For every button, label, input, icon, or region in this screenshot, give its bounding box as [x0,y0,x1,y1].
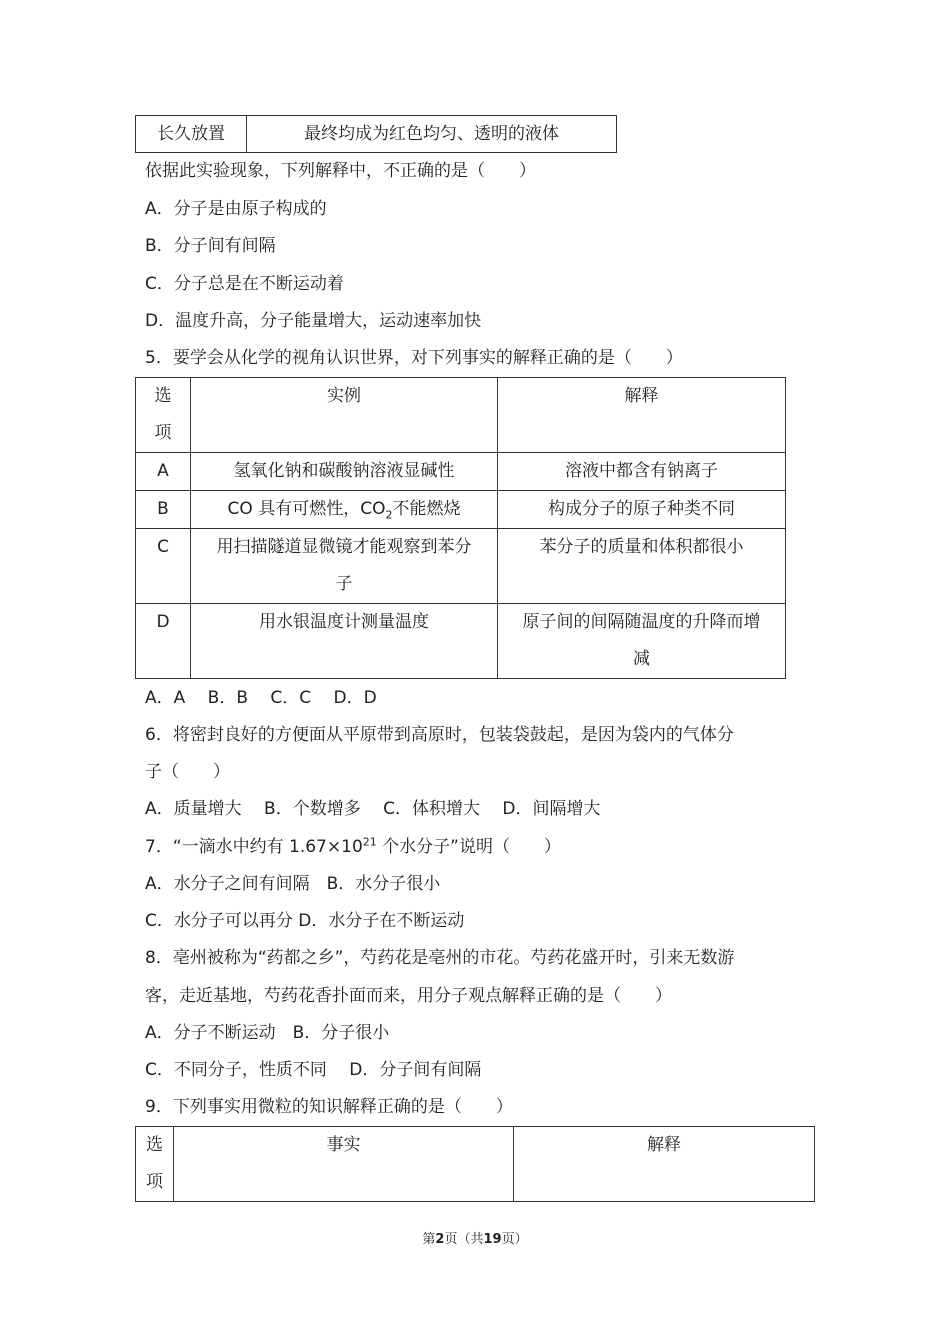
header-text: 选 [146,1135,163,1155]
row-option: D [136,604,191,679]
row-example [191,529,498,604]
exponent: 21 [362,835,377,849]
q8-stem-line1: 8．亳州被称为“药都之乡”，芍药花是亳州的市花。芍药花盛开时，引来无数游 [145,948,735,968]
table-row [136,529,786,604]
q4-option-d: D．温度升高，分子能量增大，运动速率加快 [145,311,482,331]
header-text: 项 [154,423,172,443]
row-explain [498,604,786,679]
row-option: C [136,529,191,604]
header-text: 选 [154,386,172,406]
header-example: 实例 [191,378,498,453]
q4-option-b: B．分子间有间隔 [145,236,276,256]
table-cell: 长久放置 [136,116,247,153]
page-footer [0,1228,950,1247]
row-option: A [136,453,191,491]
header-explain: 解释 [498,378,786,453]
row-option: B [136,491,191,529]
row-example: 用水银温度计测量温度 [191,604,498,679]
example-text: 子 [335,574,353,594]
q4-option-a: A．分子是由原子构成的 [145,199,327,219]
q7-options-cd: C．水分子可以再分 D．水分子在不断运动 [145,911,465,931]
table-header-row [136,378,786,453]
table-row [136,491,786,529]
q6-stem-line2: 子（ ） [145,762,230,782]
q6-options: A．质量增大 B．个数增多 C．体积增大 D．间隔增大 [145,799,601,819]
q5-options: A．A B．B C．C D．D [145,688,377,708]
row-explain: 溶液中都含有钠离子 [498,453,786,491]
q7-text: 7．“一滴水中约有 1.67×10 [145,837,363,857]
table-row [136,116,617,153]
q6-stem-line1: 6．将密封良好的方便面从平原带到高原时，包装袋鼓起，是因为袋内的气体分 [145,725,734,745]
q7-options-ab: A．水分子之间有间隔 B．水分子很小 [145,874,441,894]
example-text: 不能燃烧 [392,499,461,519]
example-text: 用扫描隧道显微镜才能观察到苯分 [216,537,472,557]
explain-text: 原子间的间隔随温度的升降而增 [522,612,761,632]
row-explain: 苯分子的质量和体积都很小 [498,529,786,604]
total-pages: 19 [483,1232,502,1247]
example-text: CO 具有可燃性，CO [227,499,386,519]
q9-stem: 9．下列事实用微粒的知识解释正确的是（ ） [145,1097,513,1117]
q7-stem [145,836,561,858]
header-explain: 解释 [514,1127,815,1202]
footer-text: 第 [422,1232,436,1247]
table-row [136,604,786,679]
table-cell: 最终均成为红色均匀、透明的液体 [247,116,617,153]
q8-options-ab: A．分子不断运动 B．分子很小 [145,1023,390,1043]
header-text: 项 [146,1172,163,1192]
q4-stem: 依据此实验现象，下列解释中，不正确的是（ ） [145,161,536,181]
q4-option-c: C．分子总是在不断运动着 [145,274,344,294]
row-example [191,491,498,529]
q7-text: 个水分子”说明（ ） [376,837,561,857]
page-number: 2 [435,1232,445,1247]
experiment-table-tail [135,115,617,153]
subscript: 2 [385,508,393,522]
explain-text: 减 [633,649,650,669]
q8-stem-line2: 客，走近基地，芍药花香扑面而来，用分子观点解释正确的是（ ） [145,986,672,1006]
q5-table [135,377,786,679]
q5-stem: 5．要学会从化学的视角认识世界，对下列事实的解释正确的是（ ） [145,348,683,368]
q8-options-cd: C．不同分子，性质不同 D．分子间有间隔 [145,1060,482,1080]
table-header-row [136,1127,815,1202]
row-example: 氢氧化钠和碳酸钠溶液显碱性 [191,453,498,491]
footer-text: 页） [501,1232,528,1247]
table-row [136,453,786,491]
q9-table [135,1126,815,1202]
header-option [136,378,191,453]
header-option [136,1127,174,1202]
row-explain: 构成分子的原子种类不同 [498,491,786,529]
footer-text: 页（共 [444,1232,484,1247]
header-fact: 事实 [174,1127,514,1202]
